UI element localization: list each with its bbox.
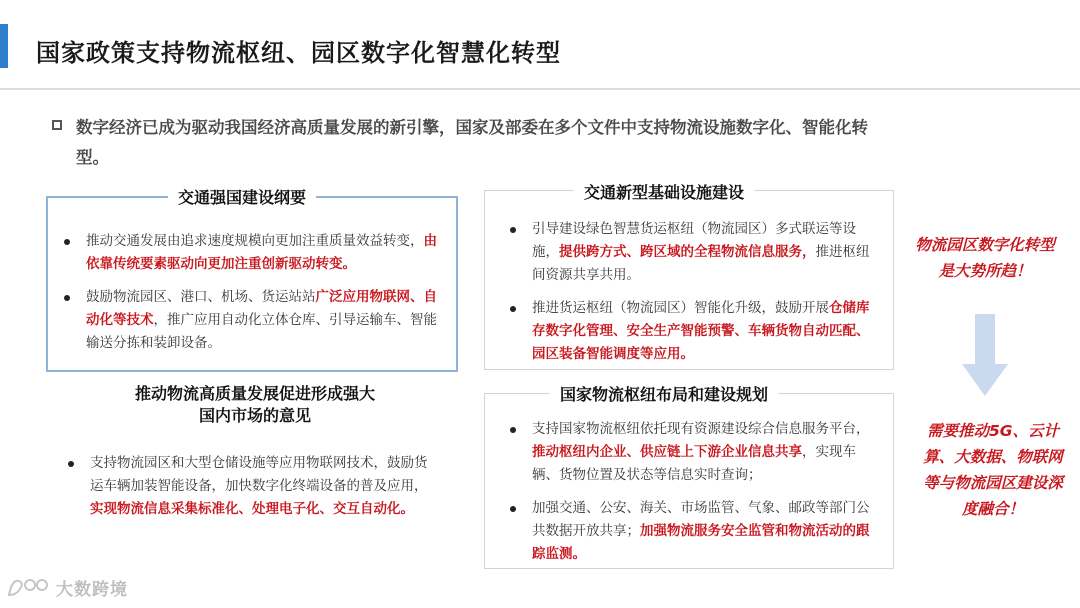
bullet-dot-icon bbox=[510, 427, 516, 433]
brand-mark-icon bbox=[6, 575, 50, 599]
section-logistics-quality-list bbox=[64, 452, 436, 521]
arrow-down-icon bbox=[962, 314, 1008, 396]
title-accent-bar bbox=[0, 24, 8, 68]
panel-new-infrastructure-list bbox=[506, 218, 872, 366]
panel-hub-planning-title: 国家物流枢纽布局和建设规划 bbox=[550, 382, 778, 405]
section-title-line: 国内市场的意见 bbox=[198, 406, 311, 425]
list-item: 鼓励物流园区、港口、机场、货运站站广泛应用物联网、自动化等技术，推广应用自动化立体仓库、引导运输车、智能输送分拣和装卸设备。 bbox=[60, 286, 444, 355]
brand-name: 大数跨境 bbox=[56, 579, 128, 600]
brand-logo bbox=[6, 574, 128, 600]
list-item: 引导建设绿色智慧货运枢纽（物流园区）多式联运等设施，提供跨方式、跨区域的全程物流信息服务，推进枢纽间资源共享共用。 bbox=[506, 218, 872, 287]
side-conclusion-top: 物流园区数字化转型是大势所趋！ bbox=[915, 236, 1055, 280]
list-item: 推进货运枢纽（物流园区）智能化升级，鼓励开展仓储库存数字化管理、安全生产智能预警、车辆货物自动匹配、园区装备智能调度等应用。 bbox=[506, 297, 872, 366]
bullet-dot-icon bbox=[64, 295, 70, 301]
panel-transport-power-title: 交通强国建设纲要 bbox=[168, 185, 316, 208]
square-bullet-icon bbox=[52, 120, 62, 130]
list-item: 推动交通发展由追求速度规模向更加注重质量效益转变，由依靠传统要素驱动向更加注重创新驱动转变。 bbox=[60, 230, 444, 276]
bullet-dot-icon bbox=[68, 461, 74, 467]
bullet-dot-icon bbox=[64, 239, 70, 245]
list-item: 加强交通、公安、海关、市场监管、气象、邮政等部门公共数据开放共享；加强物流服务安全监管和物流活动的跟踪监测。 bbox=[506, 497, 872, 566]
panel-transport-power-list bbox=[60, 230, 444, 355]
panel-new-infrastructure-title: 交通新型基础设施建设 bbox=[574, 180, 754, 203]
bullet-dot-icon bbox=[510, 227, 516, 233]
bullet-dot-icon bbox=[510, 506, 516, 512]
intro-text: 数字经济已成为驱动我国经济高质量发展的新引擎，国家及部委在多个文件中支持物流设施数字化、智能化转型。 bbox=[76, 118, 868, 167]
panel-hub-planning-list bbox=[506, 418, 872, 566]
list-item: 支持物流园区和大型仓储设施等应用物联网技术，鼓励货运车辆加装智能设备，加快数字化终端设备的普及应用，实现物流信息采集标准化、处理电子化、交互自动化。 bbox=[64, 452, 436, 521]
section-title-line: 推动物流高质量发展促进形成强大 bbox=[134, 384, 375, 403]
bullet-dot-icon bbox=[510, 306, 516, 312]
section-logistics-quality-title bbox=[90, 383, 420, 427]
list-item: 支持国家物流枢纽依托现有资源建设综合信息服务平台，推动枢纽内企业、供应链上下游企业信息共享，实现车辆、货物位置及状态等信息实时查询； bbox=[506, 418, 872, 487]
side-conclusion-bottom: 需要推动5G、云计算、大数据、物联网等与物流园区建设深度融合！ bbox=[923, 422, 1063, 518]
title-divider bbox=[0, 88, 1080, 90]
page-title: 国家政策支持物流枢纽、园区数字化智慧化转型 bbox=[36, 39, 561, 67]
